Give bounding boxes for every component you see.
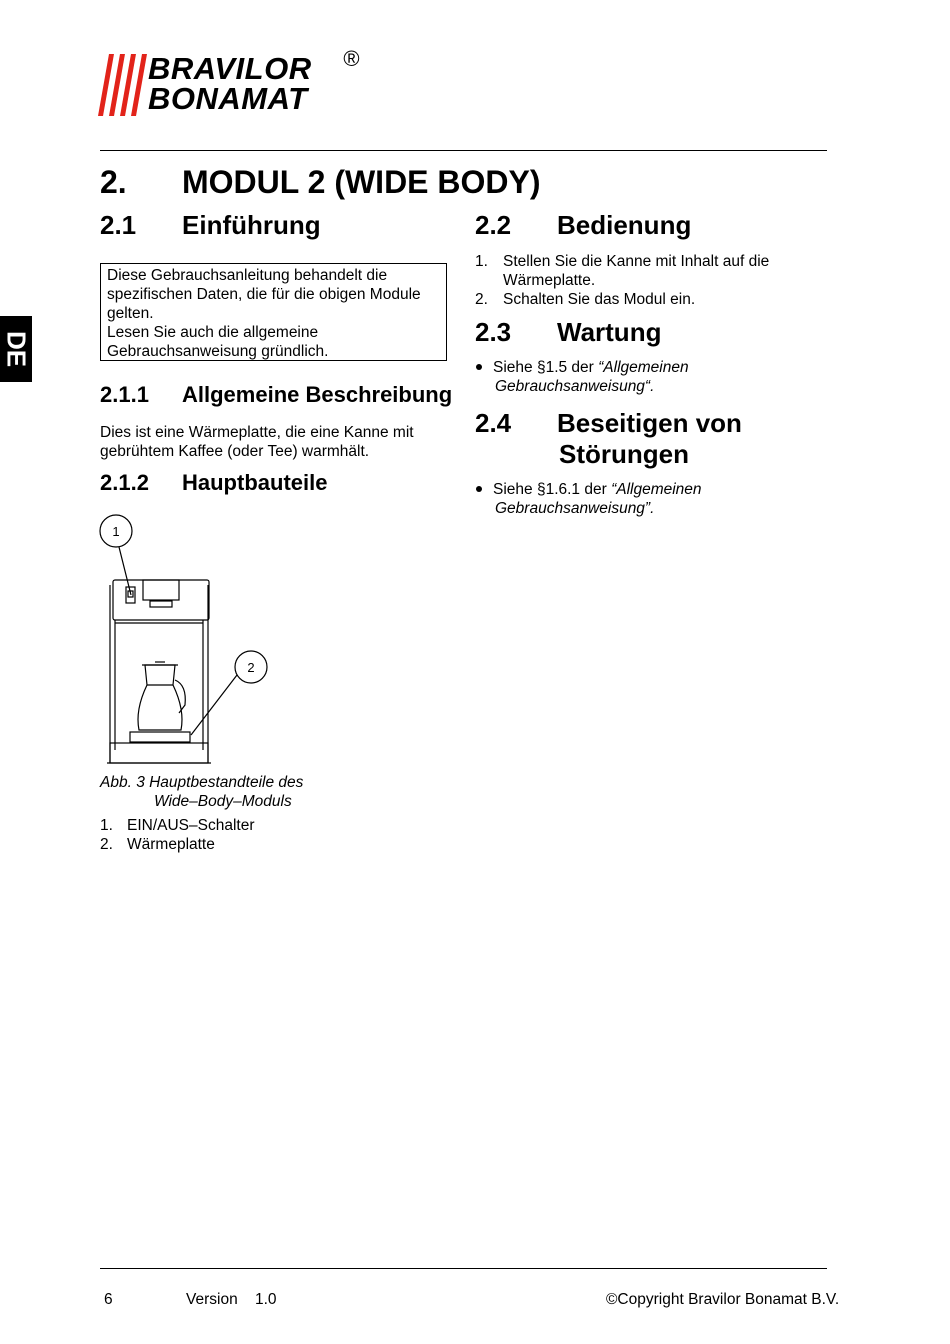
registered-mark: ® <box>343 46 360 71</box>
section-2-4-number: 2.4 <box>475 408 512 438</box>
chapter-title: MODUL 2 (WIDE BODY) <box>182 164 541 200</box>
notice-line: Diese Gebrauchsanleitung behandelt die <box>107 267 388 284</box>
notice-line: gelten. <box>107 305 154 322</box>
version-number: 1.0 <box>255 1291 277 1308</box>
section-2-4-title-line1: Beseitigen von <box>557 408 742 438</box>
section-2-4-title-line2: Störungen <box>559 439 689 469</box>
bullet-icon <box>476 364 482 370</box>
logo-stripes-icon <box>98 54 148 116</box>
step-number: 2. <box>475 291 488 308</box>
language-tab <box>0 316 32 382</box>
description-text <box>100 423 414 461</box>
notice-line: Lesen Sie auch die allgemeine <box>107 324 319 341</box>
version-label: Version <box>186 1291 238 1308</box>
step-text: Schalten Sie das Modul ein. <box>503 291 696 308</box>
reference-title: “Allgemeinen <box>611 481 702 498</box>
description-line: gebrühtem Kaffee (oder Tee) warmhält. <box>100 443 370 460</box>
notice-line: Gebrauchsanweisung gründlich. <box>107 343 329 360</box>
section-2-3-title: Wartung <box>557 317 662 347</box>
step-text: Stellen Sie die Kanne mit Inhalt auf die <box>503 253 770 270</box>
section-2-3-number: 2.3 <box>475 317 512 347</box>
section-2-1-2-number: 2.1.2 <box>100 470 149 495</box>
section-2-2-title: Bedienung <box>557 210 692 240</box>
section-2-1-number: 2.1 <box>100 210 137 240</box>
section-2-1-title: Einführung <box>182 210 321 240</box>
part-label: EIN/AUS–Schalter <box>127 817 255 834</box>
part-number: 1. <box>100 817 113 834</box>
reference-title: “Allgemeinen <box>598 359 689 376</box>
brand-name-line2: BONAMAT <box>148 81 308 116</box>
reference-title-continued: Gebrauchsanweisung”. <box>495 500 655 517</box>
figure-caption-line1: Abb. 3 Hauptbestandteile des <box>100 774 304 791</box>
reference-text: Siehe §1.5 der <box>493 359 599 376</box>
figure-caption-line2: Wide–Body–Moduls <box>154 793 292 810</box>
step-text: Wärmeplatte. <box>503 272 596 289</box>
step-number: 1. <box>475 253 488 270</box>
language-tab-label: DE <box>1 330 32 368</box>
copyright-text: Copyright Bravilor Bonamat B.V. <box>617 1291 840 1308</box>
footer-rule <box>100 1268 827 1269</box>
header-rule <box>100 150 827 151</box>
description-line: Dies ist eine Wärmeplatte, die eine Kanne mit <box>100 424 414 441</box>
reference-text: Siehe §1.6.1 der <box>493 481 612 498</box>
callout-2-label: 2 <box>247 660 255 675</box>
copyright-symbol: © <box>606 1291 618 1308</box>
copyright-notice <box>606 1290 839 1309</box>
troubleshooting-reference <box>493 480 702 499</box>
module-illustration <box>95 505 375 775</box>
chapter-number: 2. <box>100 164 127 200</box>
brand-logo <box>98 48 368 120</box>
brand-name-line1: BRAVILOR <box>148 51 312 86</box>
section-2-2-number: 2.2 <box>475 210 512 240</box>
part-number: 2. <box>100 836 113 853</box>
bullet-icon <box>476 486 482 492</box>
page-number: 6 <box>104 1291 113 1308</box>
section-2-1-1-title: Allgemeine Beschreibung <box>182 382 453 407</box>
callout-1-label: 1 <box>112 524 120 539</box>
part-label: Wärmeplatte <box>127 836 215 853</box>
maintenance-reference <box>493 358 689 377</box>
notice-line: spezifischen Daten, die für die obigen Module <box>107 286 421 303</box>
section-2-1-1-number: 2.1.1 <box>100 382 149 407</box>
reference-title-continued: Gebrauchsanweisung“. <box>495 378 655 395</box>
section-2-1-2-title: Hauptbauteile <box>182 470 328 495</box>
notice-box <box>100 263 447 361</box>
